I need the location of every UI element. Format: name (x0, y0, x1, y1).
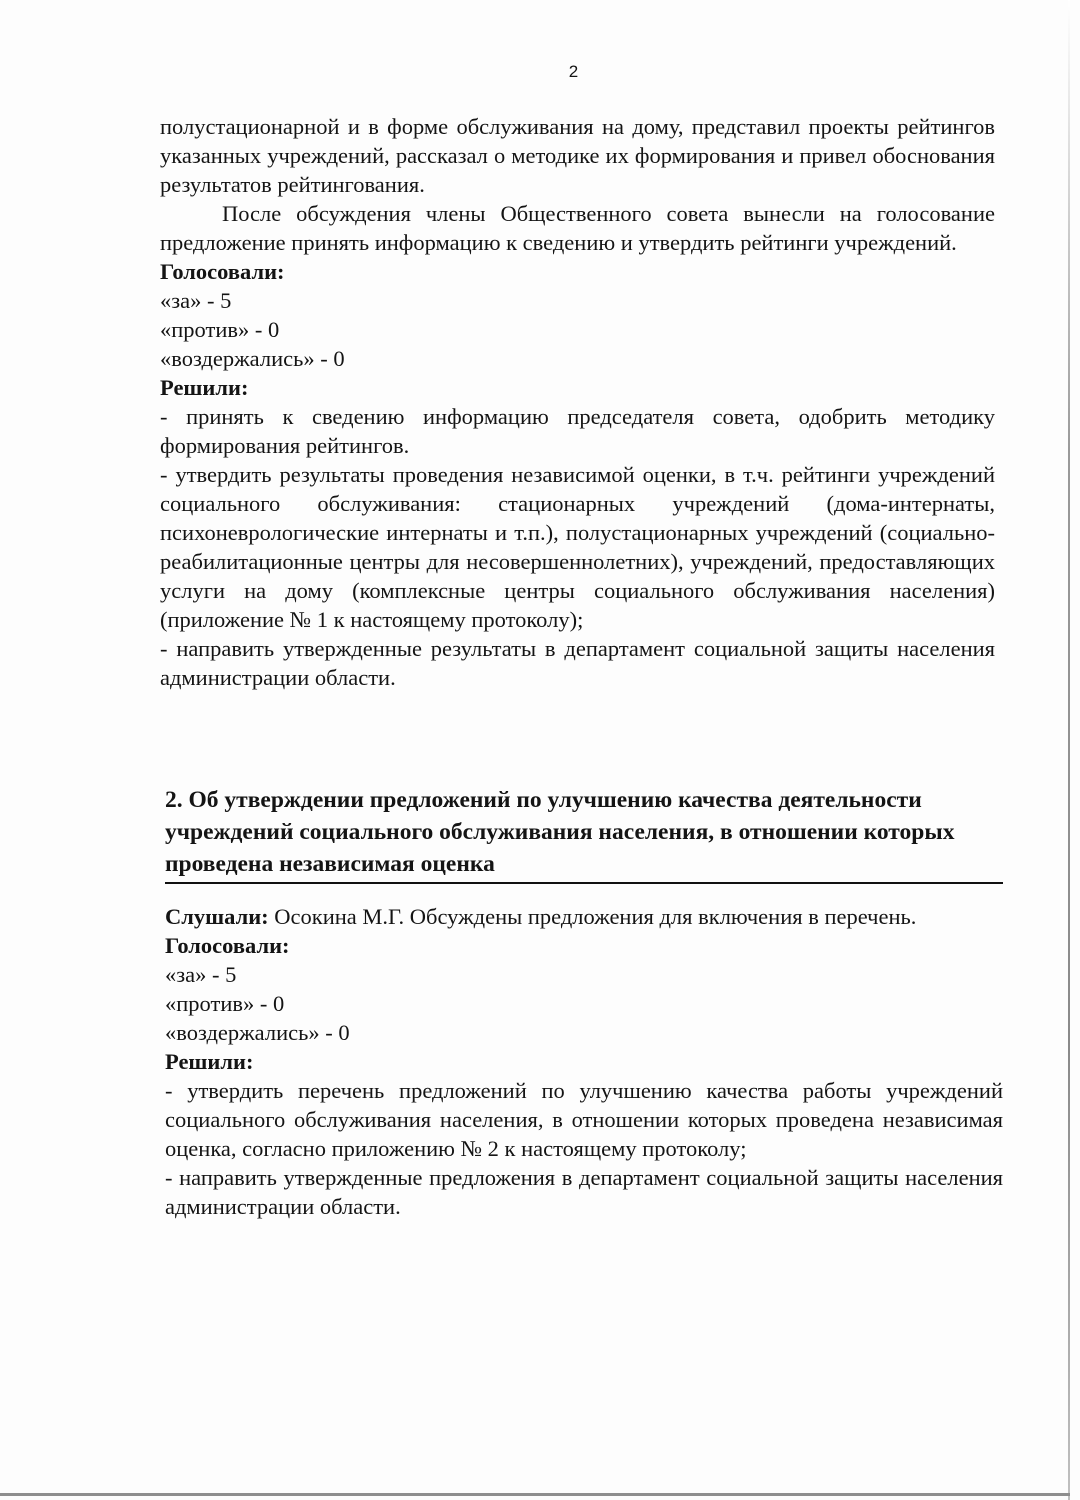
scan-edge-right (1068, 0, 1070, 1500)
vote-abstain: «воздержались» - 0 (165, 1020, 350, 1045)
vote-for: «за» - 5 (160, 288, 232, 313)
paragraph: После обсуждения члены Общественного совета вынесли на голосование предложение принять информацию к сведению и утвердить рейтинги учреждений. (160, 201, 995, 255)
vote-against: «против» - 0 (160, 317, 280, 342)
vote-for: «за» - 5 (165, 962, 237, 987)
voted-label: Голосовали: (160, 259, 285, 284)
page-number: 2 (568, 62, 579, 81)
decision-item: - утвердить результаты проведения независимой оценки, в т.ч. рейтинги учреждений социального обслуживания: стационарных учреждений (дома-интернаты, психоневрологические интернаты и т.п.), полустационарных учреждений (социально-реабилитационные центры для несовершеннолетних), учреждений, предоставляющих услуги на дому (комплексные центры социального обслуживания населения) (приложение № 1 к настоящему протоколу); (160, 462, 995, 632)
decision-item: - принять к сведению информацию председателя совета, одобрить методику формирования рейтингов. (160, 404, 995, 458)
voted-label: Голосовали: (165, 933, 290, 958)
heard-label: Слушали: (165, 904, 269, 929)
decision-item: - направить утвержденные предложения в департамент социальной защиты населения администрации области. (165, 1165, 1003, 1219)
decided-label: Решили: (165, 1049, 254, 1074)
scan-edge-bottom (0, 1493, 1070, 1496)
decided-label: Решили: (160, 375, 249, 400)
heard-text: Осокина М.Г. Обсуждены предложения для включения в перечень. (268, 904, 917, 929)
decision-item: - направить утвержденные результаты в департамент социальной защиты населения администрации области. (160, 636, 995, 690)
section-1-continuation (160, 112, 995, 692)
vote-against: «против» - 0 (165, 991, 285, 1016)
heard-paragraph (165, 902, 1003, 931)
section-heading: 2. Об утверждении предложений по улучшению качества деятельности учреждений социального обслуживания населения, в отношении которых проведена независимая оценка (165, 784, 1003, 884)
decision-item: - утвердить перечень предложений по улучшению качества работы учреждений социального обслуживания населения, в отношении которых проведена независимая оценка, согласно приложению № 2 к настоящему протоколу; (165, 1078, 1003, 1161)
section-2 (165, 784, 1003, 1221)
vote-abstain: «воздержались» - 0 (160, 346, 345, 371)
paragraph: полустационарной и в форме обслуживания на дому, представил проекты рейтингов указанных учреждений, рассказал о методике их формирования и привел обоснования результатов рейтингования. (160, 114, 995, 197)
